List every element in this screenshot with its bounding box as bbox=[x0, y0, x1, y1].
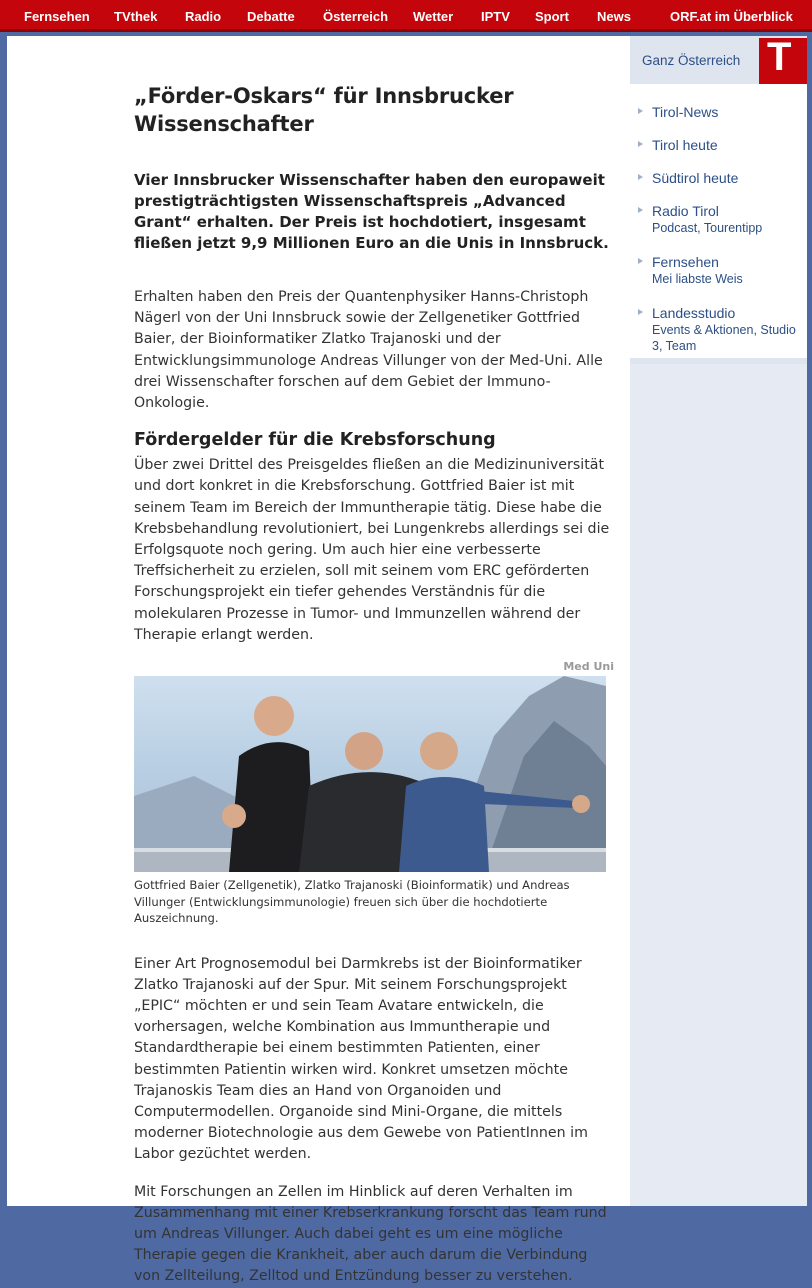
region-link[interactable]: Ganz Österreich bbox=[642, 53, 741, 68]
article-paragraph: Einer Art Prognosemodul bei Darmkrebs ist der Bioinformatiker Zlatko Trajanoski auf der Spur. Mit seinem Forschungsprojekt „EPIC“ möchten er und sein Team Avatare entwickeln, die vorhersagen, welche Kombination aus Immuntherapie und Standardtherapie bei einem bestimmten Patienten, einer bestimmten Patientin wirken wird. Konkret umsetzen möchte Trajanoskis Team dies an Hand von Organoiden und Computermodellen. Organoide sind Mini-Organe, die mittels moderner Biotechnologie aus dem Gewebe von PatientInnen im Labor gezüchtet werden. bbox=[134, 955, 588, 1163]
page-container bbox=[7, 35, 807, 1285]
article-paragraph: Mit Forschungen an Zellen im Hinblick auf deren Verhalten im Zusammenhang mit einer Krebserkrankung forscht das Team rund um Andreas Villunger. Auch dabei geht es um eine mögliche Therapie gegen die Krankheit, aber auch darum die Verbindung von Zellteilung, Zelltod und Entzündung besser zu verstehen. bbox=[134, 1183, 607, 1285]
photo-caption: Gottfried Baier (Zellgenetik), Zlatko Trajanoski (Bioinformatik) und Andreas Villunger (Entwicklungsimmunologie) freuen sich über die hochdotierte Auszeichnung. bbox=[134, 878, 570, 926]
sidebar-item-fernsehen[interactable] bbox=[652, 254, 743, 287]
sidebar-item-title: Radio Tirol bbox=[652, 203, 719, 219]
nav-radio[interactable]: Radio bbox=[185, 9, 222, 24]
sidebar-item-landesstudio[interactable] bbox=[652, 305, 797, 354]
article-photo bbox=[134, 676, 606, 872]
photo-illustration bbox=[134, 676, 606, 872]
bullet-icon bbox=[638, 141, 643, 147]
nav-orf-overview[interactable]: ORF.at im Überblick bbox=[670, 9, 793, 24]
photo-credit: Med Uni bbox=[563, 660, 614, 674]
nav-debatte[interactable]: Debatte bbox=[247, 9, 295, 24]
tirol-logo-letter: T bbox=[767, 35, 792, 79]
nav-oesterreich[interactable]: Österreich bbox=[323, 9, 389, 24]
sidebar-item-title: Landesstudio bbox=[652, 305, 736, 321]
sidebar-item-suedtirol-heute[interactable] bbox=[652, 170, 738, 187]
nav-wetter[interactable]: Wetter bbox=[413, 9, 454, 24]
nav-sport[interactable]: Sport bbox=[535, 9, 569, 24]
sidebar-item-subtitle[interactable]: Mei liabste Weis bbox=[652, 272, 743, 286]
sidebar-item-tirol-news[interactable] bbox=[652, 104, 718, 121]
article-title: „Förder-Oskars“ für Innsbrucker Wissenschafter bbox=[134, 84, 514, 136]
sidebar bbox=[630, 36, 807, 1206]
tirol-logo[interactable] bbox=[759, 35, 807, 84]
bullet-icon bbox=[638, 108, 643, 114]
bullet-icon bbox=[638, 174, 643, 180]
bullet-icon bbox=[638, 207, 643, 213]
article-paragraph: Über zwei Drittel des Preisgeldes fließen an die Medizinuniversität und dort konkret in die Krebsforschung. Gottfried Baier ist mit seinem Team im Bereich der Immuntherapie tätig. Diese habe die Krebsbehandlung revolutioniert, bei Lungenkrebs allerdings sei die Erfolgsquote noch gering. Um auch hier eine verbesserte Treffsicherheit zu erzielen, soll mit seinem vom ERC geförderten Forschungsprojekt ein tiefer gehendes Verständnis für die molekularen Prozesse in Tumor- und Immunzellen während der Therapie erlangt werden. bbox=[134, 457, 610, 643]
article bbox=[134, 82, 614, 1288]
article-lead: Vier Innsbrucker Wissenschafter haben den europaweit prestigträchtigsten Wissenschaftspreis „Advanced Grant“ erhalten. Der Preis ist hochdotiert, insgesamt fließen jetzt 9,9 Millionen Euro an die Unis in Innsbruck. bbox=[134, 171, 609, 252]
nav-iptv[interactable]: IPTV bbox=[481, 9, 510, 24]
bullet-icon bbox=[638, 258, 643, 264]
sidebar-item-title: Südtirol heute bbox=[652, 170, 739, 186]
sidebar-item-title: Tirol heute bbox=[652, 137, 718, 153]
sidebar-item-subtitle[interactable]: Events & Aktionen, Studio 3, Team bbox=[652, 323, 796, 353]
top-navigation bbox=[0, 0, 812, 32]
sidebar-item-radio-tirol[interactable] bbox=[652, 203, 762, 236]
sidebar-item-tirol-heute[interactable] bbox=[652, 137, 718, 154]
nav-fernsehen[interactable]: Fernsehen bbox=[24, 9, 90, 24]
sidebar-menu bbox=[630, 84, 807, 364]
sidebar-header bbox=[630, 36, 807, 84]
sidebar-item-subtitle[interactable]: Podcast, Tourentipp bbox=[652, 221, 763, 235]
sidebar-item-title: Tirol-News bbox=[652, 104, 719, 120]
nav-news[interactable]: News bbox=[597, 9, 631, 24]
article-paragraph: Erhalten haben den Preis der Quantenphysiker Hanns-Christoph Nägerl von der Uni Innsbruck sowie der Zellgenetiker Gottfried Baier, der Bioinformatiker Zlatko Trajanoski und der Entwicklungsimmunologe Andreas Villunger von der Med-Uni. Alle drei Wissenschafter forschen auf dem Gebiet der Immuno-Onkologie. bbox=[134, 289, 603, 412]
bullet-icon bbox=[638, 309, 643, 315]
sidebar-item-title: Fernsehen bbox=[652, 254, 719, 270]
article-subheading: Fördergelder für die Krebsforschung bbox=[134, 430, 496, 451]
nav-tvthek[interactable]: TVthek bbox=[114, 9, 158, 24]
